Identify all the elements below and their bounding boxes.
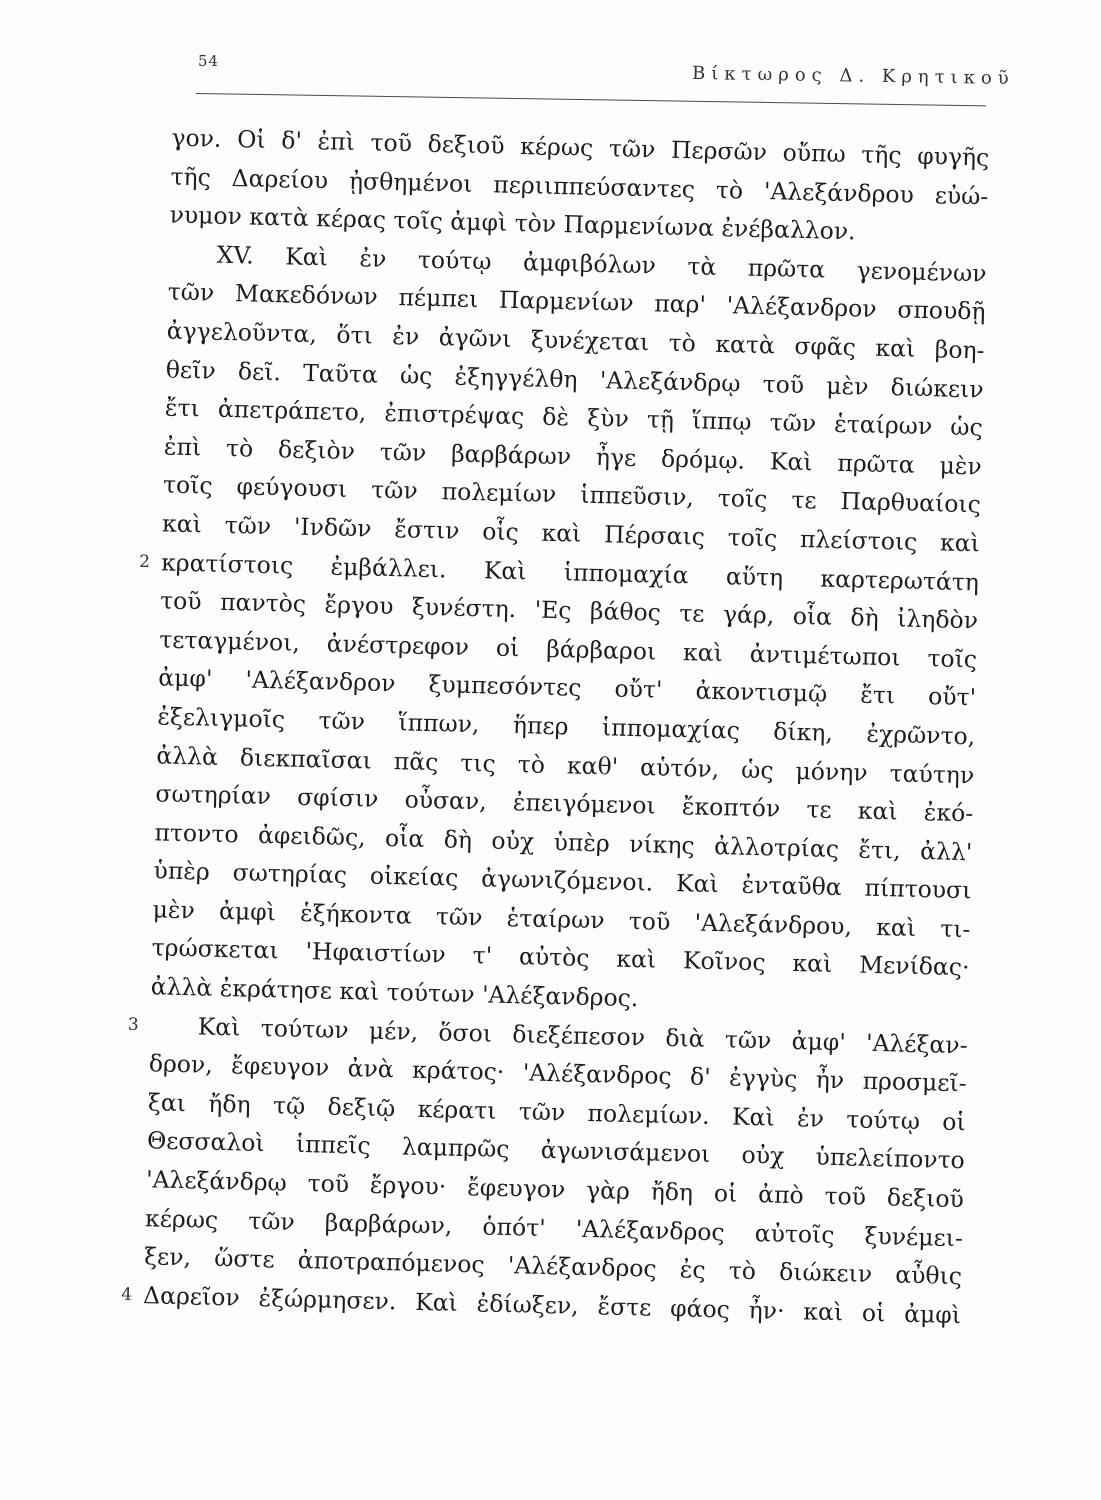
line-text: θεῖν δεῖ. Ταῦτα ὡς ἐξηγγέλθη 'Αλεξάνδρῳ τοῦ μὲν διώκειν (165, 355, 984, 404)
line-text: Καὶ τούτων μέν, ὅσοι διεξέπεσον διὰ τῶν ἀμφ' 'Αλέξαν- (197, 1012, 968, 1059)
line-text: ἐπὶ τὸ δεξιὸν τῶν βαρβάρων ἦγε δρόμῳ. Καὶ πρῶτα μὲν (163, 432, 983, 481)
line-text: τρώσκεται 'Ηφαιστίων τ' αὐτὸς καὶ Κοῖνος καὶ Μενίδας· (151, 933, 970, 982)
line-text: ἔτι ἀπετράπετο, ἐπιστρέψας δὲ ξὺν τῇ ἵππῳ τῶν ἑταίρων ὡς (164, 393, 984, 442)
line-text: ξαι ἤδη τῷ δεξιῷ κέρατι τῶν πολεμίων. Καὶ ἐν τούτῳ οἱ (147, 1088, 967, 1137)
line-text: κρατίστοις ἐμβάλλει. Καὶ ἱππομαχία αὕτη καρτερωτάτη (160, 547, 980, 596)
running-head: Βίκτωρος Δ. Κρητικοῦ (692, 62, 1016, 89)
section-number: 3 (127, 1014, 139, 1035)
line-text: ὑπὲρ σωτηρίας οἰκείας ἀγωνιζόμενοι. Καὶ ἐνταῦθα πίπτουσι (153, 856, 972, 905)
section-number: 4 (121, 1284, 133, 1305)
line-text: σωτηρίαν σφίσιν οὖσαν, ἐπειγόμενοι ἔκοπτόν τε καὶ ἐκό- (155, 779, 974, 828)
line-text: καὶ τῶν 'Ινδῶν ἔστιν οἷς καὶ Πέρσαις τοῖς πλείστοις καὶ (161, 509, 981, 558)
line-text: Θεσσαλοὶ ἱππεῖς λαμπρῶς ἀγωνισάμενοι οὐχ ὑπελείποντο (146, 1126, 966, 1175)
line-text: 'Αλεξάνδρῳ τοῦ ἔργου· ἔφευγον γὰρ ἤδη οἱ ἀπὸ τοῦ δεξιοῦ (145, 1165, 965, 1214)
line-text: τοῦ παντὸς ἔργου ξυνέστη. 'Ες βάθος τε γάρ, οἷα δὴ ἰληδὸν (159, 586, 979, 635)
line-text: μὲν ἀμφὶ ἑξήκοντα τῶν ἑταίρων τοῦ 'Αλεξάνδρου, καὶ τι- (152, 895, 971, 944)
page-number: 54 (198, 52, 220, 70)
section-number: 2 (138, 551, 151, 572)
line-text: ἀμφ' 'Αλέξανδρον ξυμπεσόντες οὔτ' ἀκοντισμῷ ἔτι οὔτ' (157, 663, 977, 712)
line-text: νυμον κατὰ κέρας τοῖς ἀμφὶ τὸν Παρμενίωνα ἐνέβαλλον. (169, 200, 856, 246)
line-text: κέρως τῶν βαρβάρων, ὁπότ' 'Αλέξανδρος αὐτοῖς ξυνέμει- (144, 1203, 964, 1252)
body-text (121, 118, 990, 1335)
line-text: δρον, ἔφευγον ἀνὰ κράτος· 'Αλέξανδρος δ' ἐγγὺς ἦν προσμεῖ- (148, 1049, 967, 1098)
line-text: Δαρεῖον ἐξώρμησεν. Καὶ ἐδίωξεν, ἔστε φάος ἦν· καὶ οἱ ἀμφὶ (142, 1281, 962, 1329)
line-text: τοῖς φεύγουσι τῶν πολεμίων ἱππεῦσιν, τοῖς τε Παρθυαίοις (162, 470, 982, 519)
line-text: ξεν, ὥστε ἀποτραπόμενος 'Αλέξανδρος ἐς τὸ διώκειν αὖθις (143, 1242, 963, 1291)
line-text: XV. Καὶ ἐν τούτῳ ἀμφιβόλων τὰ πρῶτα γενομένων (216, 240, 987, 288)
line-text: πτοντο ἀφειδῶς, οἷα δὴ οὐχ ὑπὲρ νίκης ἀλλοτρίας ἔτι, ἀλλ' (154, 818, 973, 866)
line-text: τεταγμένοι, ἀνέστρεφον οἱ βάρβαροι καὶ ἀντιμέτωποι τοῖς (158, 625, 978, 674)
line-text: τῶν Μακεδόνων πέμπει Παρμενίων παρ' 'Αλέξανδρον σπουδῇ (167, 277, 986, 326)
line-text: γον. Οἱ δ' ἐπὶ τοῦ δεξιοῦ κέρως τῶν Περσῶν οὔπω τῆς φυγῆς (171, 123, 990, 172)
line-text: ἐξελιγμοῖς τῶν ἵππων, ἥπερ ἱππομαχίας δίκη, ἐχρῶντο, (157, 702, 976, 751)
line-text: ἀλλὰ ἐκράτησε καὶ τούτων 'Αλέξανδρος. (150, 972, 639, 1013)
line-text: τῆς Δαρείου ᾐσθημένοι περιιππεύσαντες τὸ 'Αλεξάνδρου εὐώ- (170, 162, 989, 211)
line-text: ἀλλὰ διεκπαῖσαι πᾶς τις τὸ καθ' αὑτόν, ὡς μόνην ταύτην (156, 740, 975, 789)
header-rule (196, 93, 986, 106)
line-text: ἀγγελοῦντα, ὅτι ἐν ἀγῶνι ξυνέχεται τὸ κατὰ σφᾶς καὶ βοη- (166, 316, 985, 365)
